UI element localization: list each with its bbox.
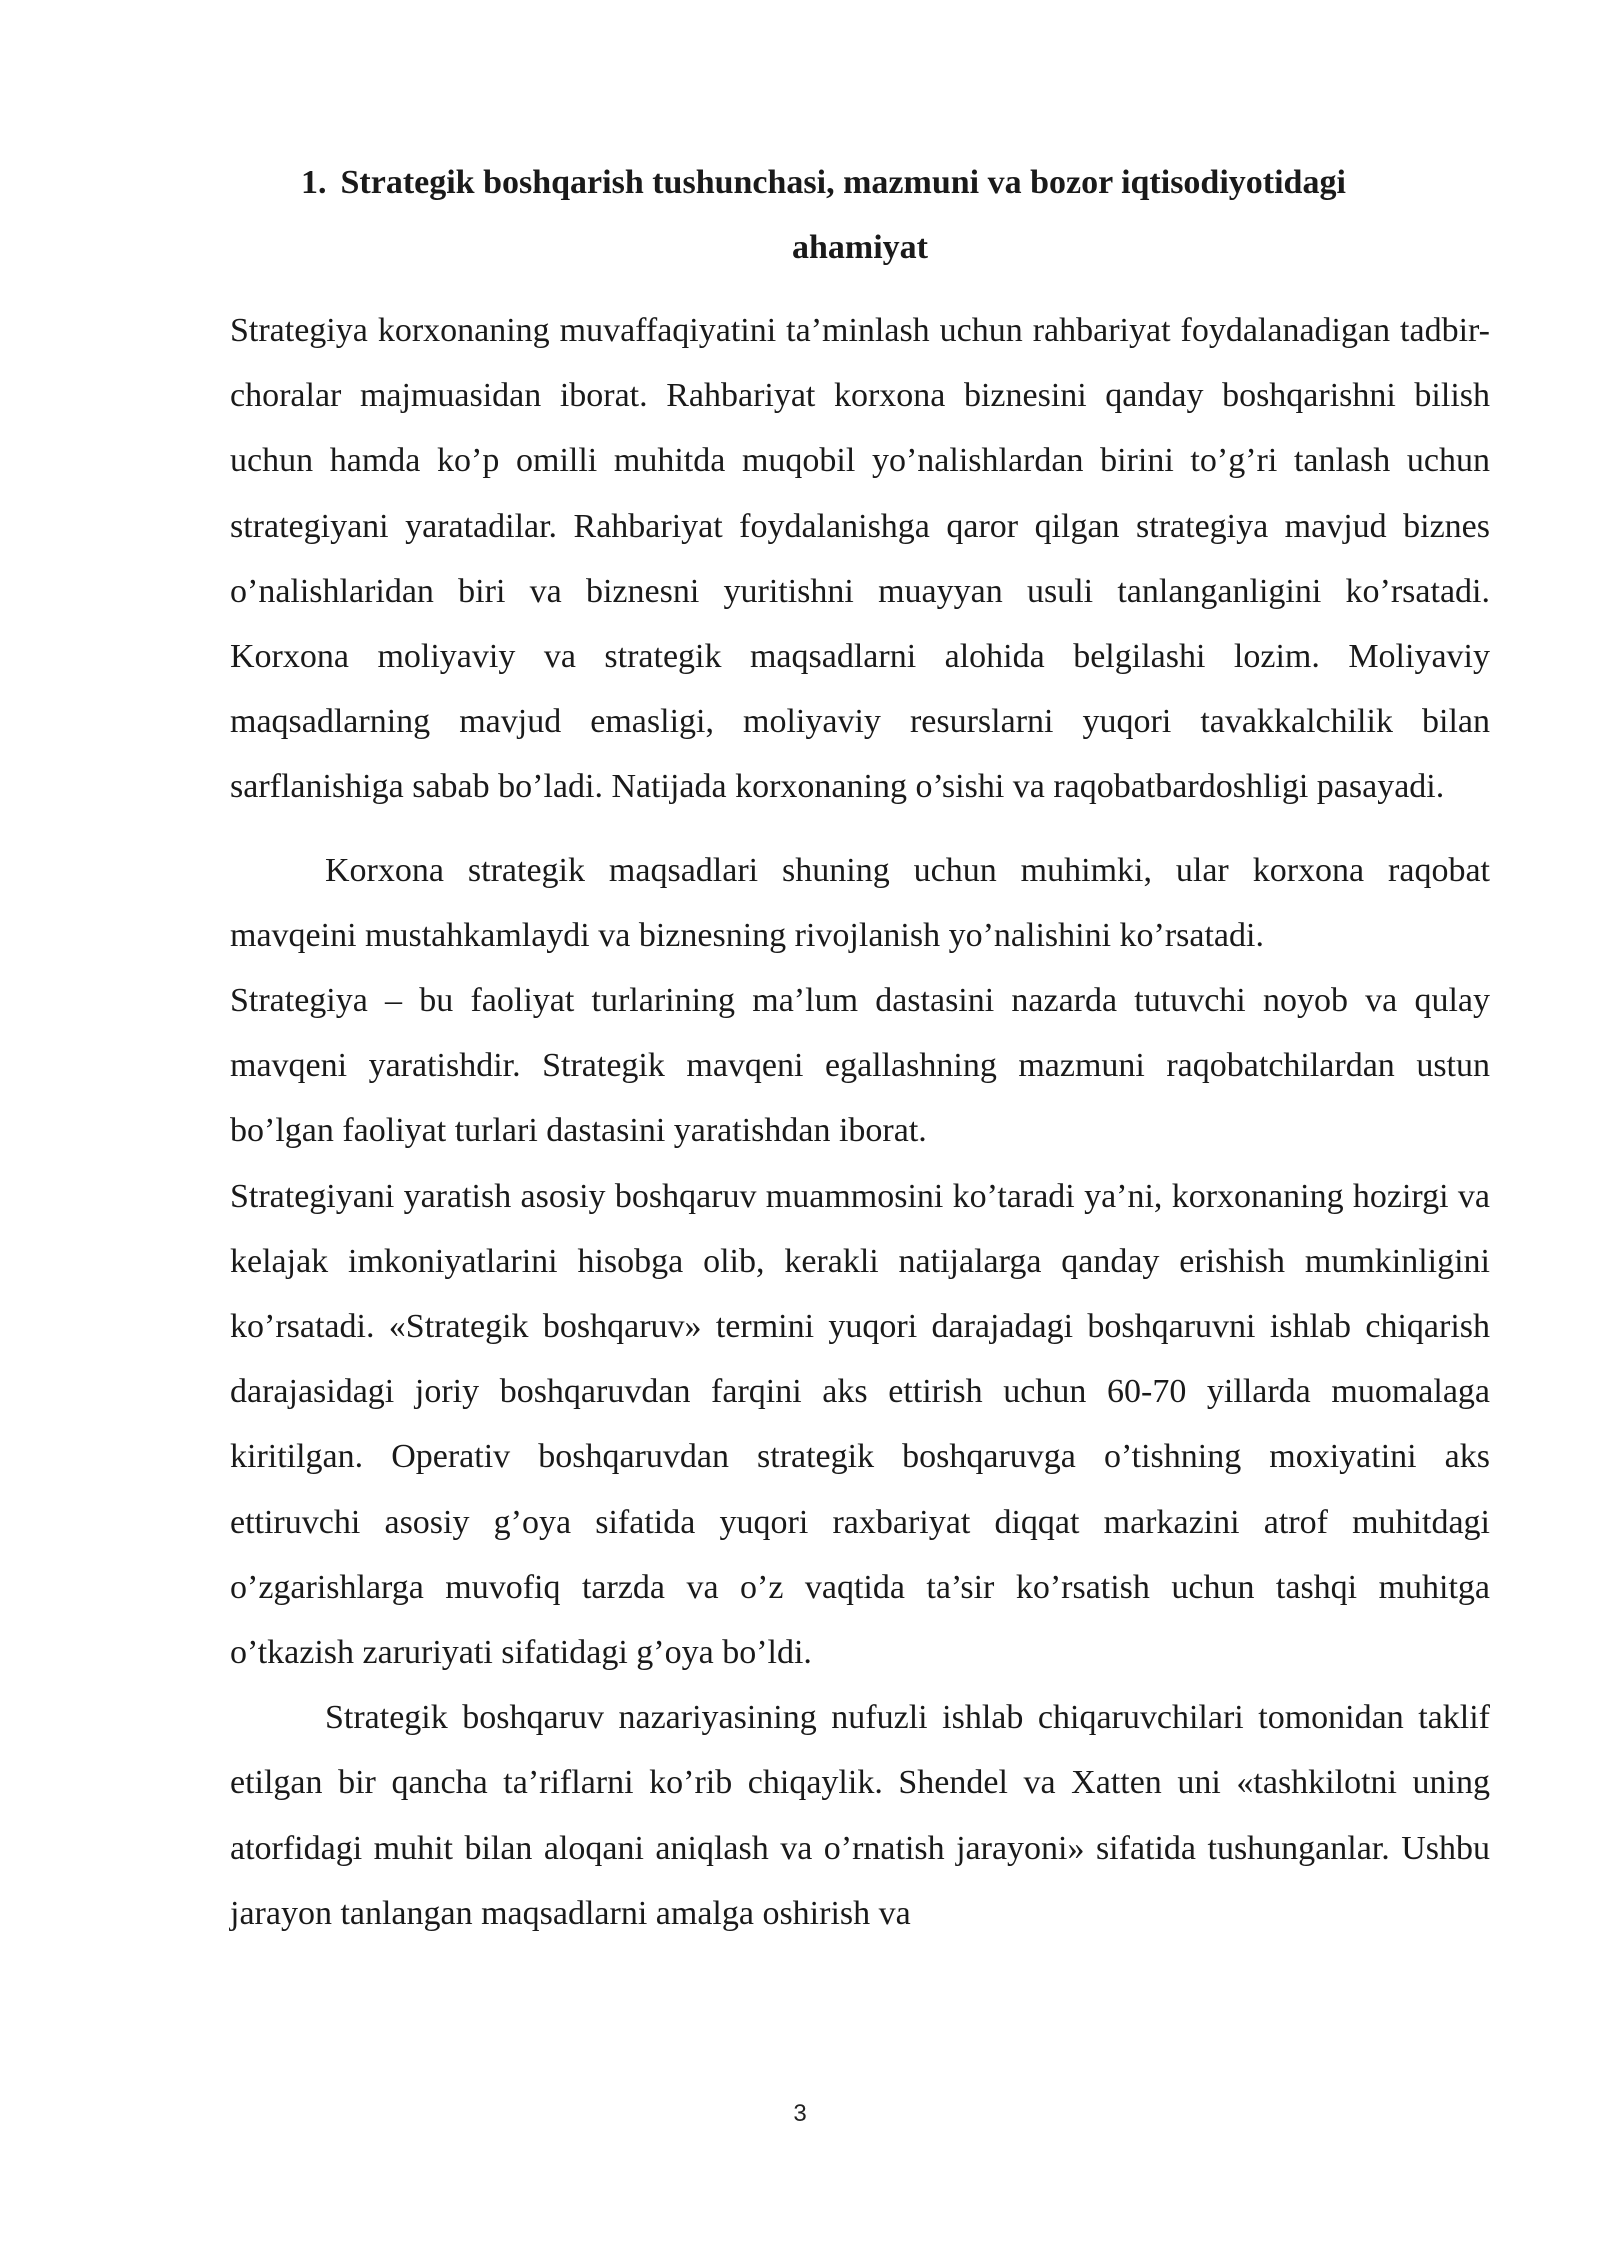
paragraph-strategic-management-term: Strategiyani yaratish asosiy boshqaruv muammosini ko’taradi ya’ni, korxonaning hozirgi va kelajak imkoniyatlarini hisobga olib, kerakli natijalarga qanday erishish mumkinligini ko’rsatadi. «Strategik boshqaruv» termini yuqori darajadagi boshqaruvni ishlab chiqarish darajasidagi joriy boshqaruvdan farqini aks ettirish uchun 60-70 yillarda muomalaga kiritilgan. Operativ boshqaruvdan strategik boshqaruvga o’tishning moxiyatini aks ettiruvchi asosiy g’oya sifatida yuqori raxbariyat diqqat markazini atrof muhitdagi o’zgarishlarga muvofiq tarzda va o’z vaqtida ta’sir ko’rsatish uchun tashqi muhitga o’tkazish zaruriyati sifatidagi g’oya bo’ldi. [230, 1177, 1490, 1672]
page-number: 3 [793, 2100, 807, 2127]
section-heading-line1 [230, 150, 1490, 215]
section-title: Strategik boshqarish tushunchasi, mazmuni va bozor iqtisodiyotidagi [340, 164, 1346, 201]
body-text [230, 298, 1490, 1946]
section-title-continuation: ahamiyat [792, 229, 928, 266]
paragraph-strategy-position: Strategiya – bu faoliyat turlarining ma’lum dastasini nazarda tutuvchi noyob va qulay mavqeni yaratishdir. Strategik mavqeni egallashning mazmuni raqobatchilardan ustun bo’lgan faoliyat turlari dastasini yaratishdan iborat. [230, 982, 1490, 1150]
section-number: 1. [301, 164, 327, 201]
paragraph-strategy-definition: Strategiya korxonaning muvaffaqiyatini ta’minlash uchun rahbariyat foydalanadigan tadbir-choralar majmuasidan iborat. Rahbariyat korxona biznesini qanday boshqarishni bilish uchun hamda ko’p omilli muhitda muqobil yo’nalishlardan birini to’g’ri tanlash uchun strategiyani yaratadilar. Rahbariyat foydalanishga qaror qilgan strategiya mavjud biznes o’nalishlaridan biri va biznesni yuritishni muayyan usuli tanlanganligini ko’rsatadi. Korxona moliyaviy va strategik maqsadlarni alohida belgilashi lozim. Moliyaviy maqsadlarning mavjud emasligi, moliyaviy resurslarni yuqori tavakkalchilik bilan sarflanishiga sabab bo’ladi. Natijada korxonaning o’sishi va raqobatbardoshligi pasayadi. [230, 312, 1490, 806]
section-heading [230, 150, 1490, 280]
paragraph-strategic-goals: Korxona strategik maqsadlari shuning uchun muhimki, ular korxona raqobat mavqeini mustahkamlaydi va biznesning rivojlanish yo’nalishini ko’rsatadi. [230, 851, 1490, 954]
paragraph-definitions: Strategik boshqaruv nazariyasining nufuzli ishlab chiqaruvchilari tomonidan taklif etilgan bir qancha ta’riflarni ko’rib chiqaylik. Shendel va Xatten uni «tashkilotni uning atorfidagi muhit bilan aloqani aniqlash va o’rnatish jarayoni» sifatida tushunganlar. Ushbu jarayon tanlangan maqsadlarni amalga oshirish va [230, 1699, 1490, 1932]
